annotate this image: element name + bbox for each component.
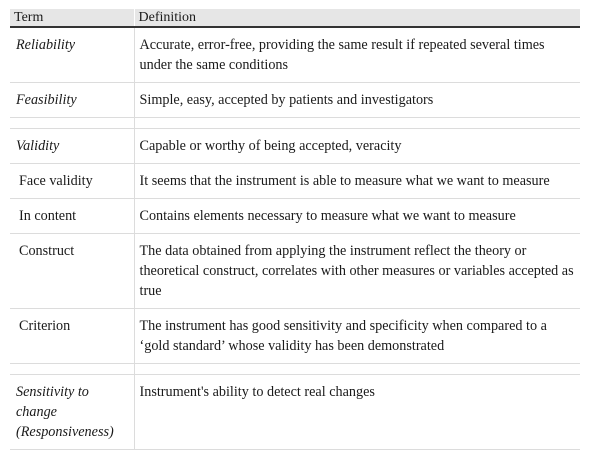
- term-in-content: In content: [10, 199, 134, 234]
- spacer-cell: [134, 118, 580, 129]
- header-definition: Definition: [134, 9, 580, 27]
- term-construct: Construct: [10, 234, 134, 309]
- term-sensitivity-to-change: Sensitivity to change (Responsiveness): [10, 375, 134, 450]
- table-row: [10, 309, 580, 364]
- table-row: [10, 164, 580, 199]
- term-face-validity: Face validity: [10, 164, 134, 199]
- definition-face-validity: It seems that the instrument is able to measure what we want to measure: [134, 164, 580, 199]
- table-row: [10, 199, 580, 234]
- term-reliability: Reliability: [10, 27, 134, 83]
- spacer-row: [10, 118, 580, 129]
- spacer-cell: [10, 118, 134, 129]
- definition-feasibility: Simple, easy, accepted by patients and investigators: [134, 83, 580, 118]
- definition-criterion: The instrument has good sensitivity and specificity when compared to a ‘gold standard’ whose validity has been demonstrated: [134, 309, 580, 364]
- spacer-cell: [134, 364, 580, 375]
- term-validity: Validity: [10, 129, 134, 164]
- definition-validity: Capable or worthy of being accepted, veracity: [134, 129, 580, 164]
- definition-construct: The data obtained from applying the instrument reflect the theory or theoretical construct, correlates with other measures or variables accepted as true: [134, 234, 580, 309]
- definition-reliability: Accurate, error-free, providing the same result if repeated several times under the same conditions: [134, 27, 580, 83]
- table-row: [10, 27, 580, 83]
- table-row: [10, 375, 580, 450]
- terms-table: [10, 9, 580, 450]
- table-row: [10, 129, 580, 164]
- spacer-cell: [10, 364, 134, 375]
- definition-in-content: Contains elements necessary to measure what we want to measure: [134, 199, 580, 234]
- term-criterion: Criterion: [10, 309, 134, 364]
- table-body: [10, 27, 580, 450]
- spacer-row: [10, 364, 580, 375]
- header-term: Term: [10, 9, 134, 27]
- header-row: [10, 9, 580, 27]
- table-row: [10, 83, 580, 118]
- table-header: [10, 9, 580, 27]
- table-row: [10, 234, 580, 309]
- term-feasibility: Feasibility: [10, 83, 134, 118]
- definition-sensitivity-to-change: Instrument's ability to detect real changes: [134, 375, 580, 450]
